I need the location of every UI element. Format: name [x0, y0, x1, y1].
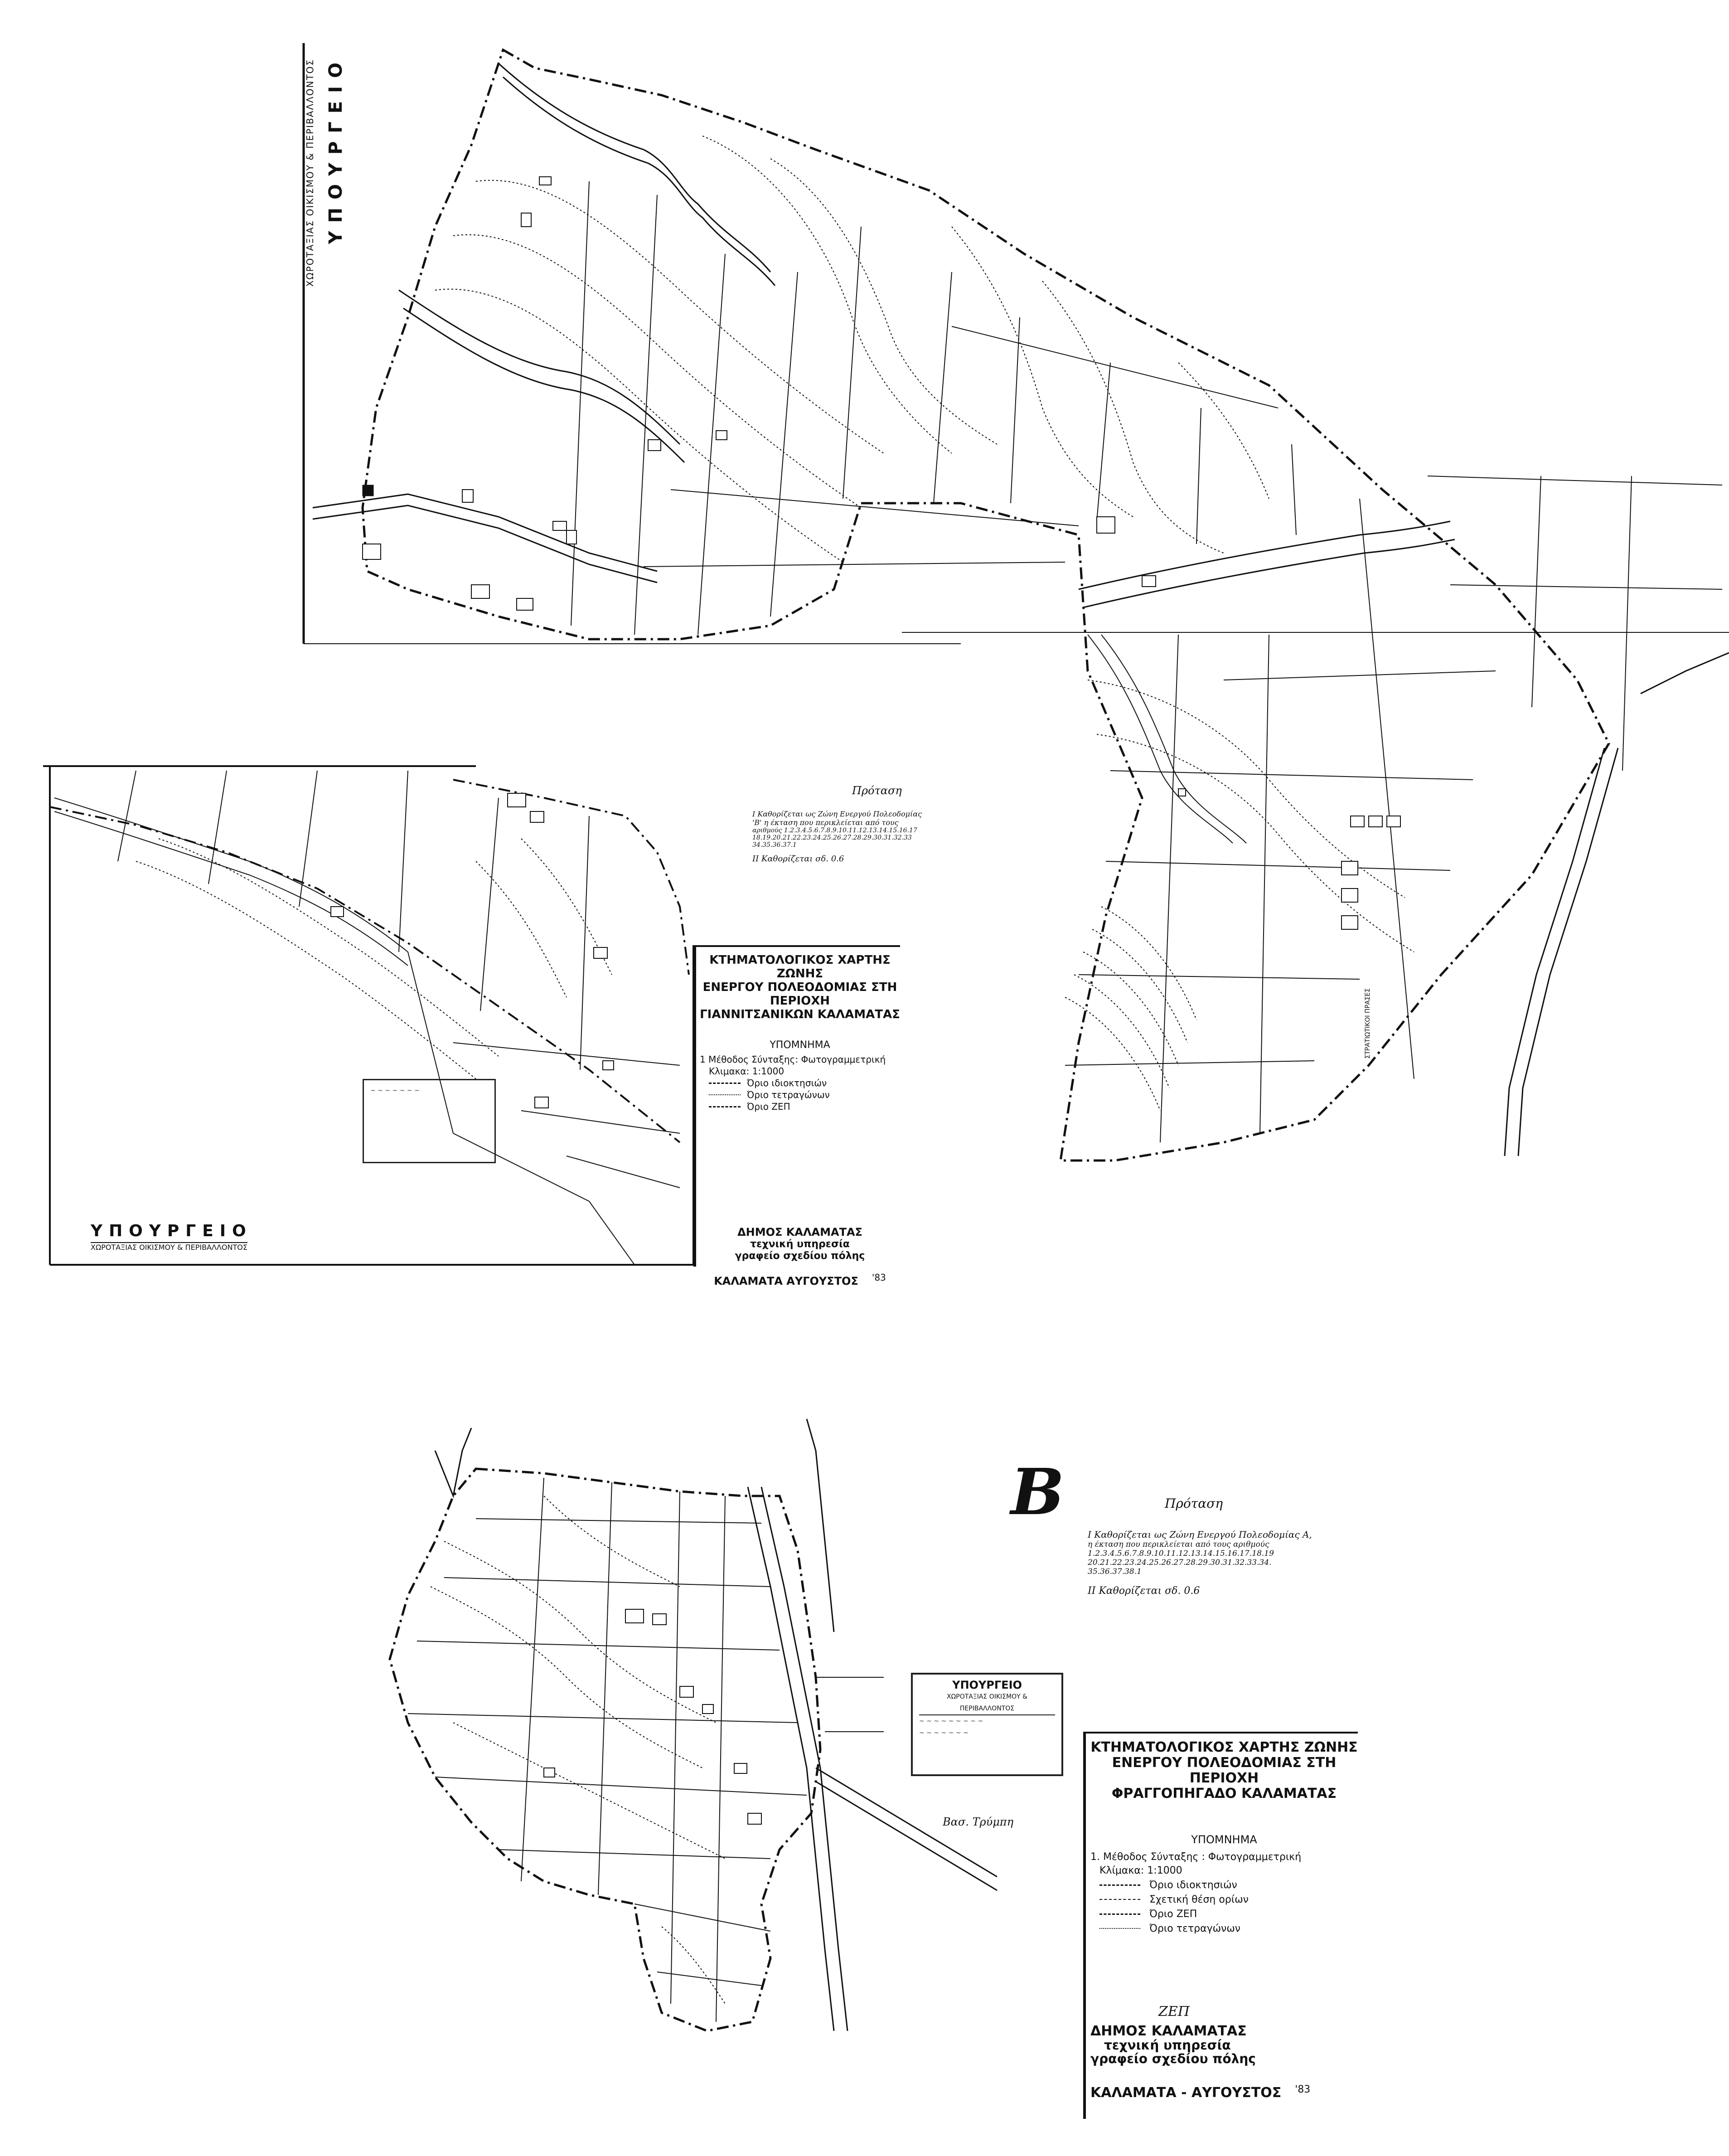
map2-title-line1: ΚΤΗΜΑΤΟΛΟΓΙΚΟΣ ΧΑΡΤΗΣ ΖΩΝΗΣ: [1090, 1739, 1358, 1755]
legend-zep-line-sample: [1099, 1913, 1140, 1915]
map1-inset-drawing: [43, 766, 693, 1265]
legend-dashdot-line-sample: [709, 1106, 741, 1107]
map2-zep-boundary: [390, 1469, 820, 2031]
map1-title-line3: ΓΙΑΝΝΙΤΣΑΝΙΚΩΝ ΚΑΛΑΜΑΤΑΣ: [700, 1008, 900, 1021]
map1-proposal-heading: Πρόταση: [852, 784, 902, 797]
map1-ministry-footer-sub: ΧΩΡΟΤΑΞΙΑΣ ΟΙΚΙΣΜΟΥ & ΠΕΡΙΒΑΛΛΟΝΤΟΣ: [91, 1243, 247, 1252]
map2-title-block: [1083, 1732, 1358, 2119]
map1-legend-label-1: Όριο ιδιοκτησιών: [747, 1078, 827, 1088]
map2-legend-heading: ΥΠΟΜΝΗΜΑ: [1191, 1833, 1257, 1846]
map2-stamp-title: ΥΠΟΥΡΓΕΙΟ: [952, 1679, 1022, 1691]
map1-proposal-line5: 34.35.36.37.1: [752, 841, 797, 849]
map2-legend-label-1: Όριο ιδιοκτησιών: [1149, 1879, 1237, 1891]
map2-proposal-line3: 1.2.3.4.5.6.7.8.9.10.11.12.13.14.15.16.17.18.19: [1088, 1549, 1274, 1558]
map2-legend-label-2: Σχετική θέση ορίων: [1149, 1894, 1249, 1905]
map1-legend-row-1: [700, 1077, 900, 1089]
legend-dashed-line-sample: [709, 1083, 741, 1084]
map1-method: 1 Μέθοδος Σύνταξης: Φωτογραμμετρική: [700, 1054, 886, 1065]
map2-legend-row-2: [1090, 1892, 1358, 1907]
map2-legend-row-4: [1090, 1921, 1358, 1936]
map1-footer-office: γραφείο σχεδίου πόλης: [735, 1250, 865, 1262]
map1-ministry-vertical: ΥΠΟΥΡΓΕΙΟ: [325, 54, 346, 244]
map2-proposal-line4: 20.21.22.23.24.25.26.27.28.29.30.31.32.33.34.: [1088, 1558, 1272, 1567]
map2-stamp-signature: Βασ. Τρύμπη: [943, 1816, 1013, 1828]
map2-proposal-line6: ΙΙ Καθορίζεται σδ. 0.6: [1088, 1585, 1200, 1597]
legend-dotted-line-sample: [709, 1094, 741, 1095]
map2-proposal-line1: Ι Καθορίζεται ως Ζώνη Ενεργού Πολεοδομίας Α,: [1088, 1529, 1312, 1540]
map1-side-label: ΣΤΡΑΤΙΩΤΙΚΟΙ ΠΡΑΣΕΣ: [1364, 988, 1371, 1059]
map1-legend-row-2: [700, 1089, 900, 1101]
map2-footer-place-date: ΚΑΛΑΜΑΤΑ - ΑΥΓΟΥΣΤΟΣ: [1090, 2085, 1282, 2101]
map2-legend-row-1: [1090, 1878, 1358, 1892]
map1-proposal-line6: ΙΙ Καθορίζεται σδ. 0.6: [752, 854, 844, 864]
map1-title-line2: ΕΝΕΡΓΟΥ ΠΟΛΕΟΔΟΜΙΑΣ ΣΤΗ ΠΕΡΙΟΧΗ: [702, 981, 897, 1008]
map1-proposal-line2: 'Β' η έκταση που περικλείεται από τους: [752, 818, 899, 827]
map1-proposal-line1: Ι Καθορίζεται ως Ζώνη Ενεργού Πολεοδομίας: [752, 810, 922, 818]
map2-footer-municipality: ΔΗΜΟΣ ΚΑΛΑΜΑΤΑΣ: [1090, 2023, 1247, 2039]
map2-stamp-subtitle: ΧΩΡΟΤΑΞΙΑΣ ΟΙΚΙΣΜΟΥ & ΠΕΡΙΒΑΛΛΟΝΤΟΣ: [919, 1691, 1055, 1715]
map2-legend-label-4: Όριο τετραγώνων: [1149, 1923, 1241, 1934]
map1-approval-stamp: ~ ~ ~ ~ ~ ~ ~: [363, 1079, 496, 1163]
map1-legend-heading: ΥΠΟΜΝΗΜΑ: [770, 1039, 830, 1051]
map1-zep-boundary: [363, 50, 1609, 1161]
map2-scale: Κλίμακα: 1:1000: [1099, 1865, 1182, 1876]
map1-proposal-line4: 18.19.20.21.22.23.24.25.26.27.28.29.30.31.32.33: [752, 834, 912, 841]
map1-footer-place-date: ΚΑΛΑΜΑΤΑ ΑΥΓΟΥΣΤΟΣ: [714, 1275, 858, 1287]
map1-footer-year: '83: [872, 1272, 886, 1283]
map2-legend-row-3: [1090, 1907, 1358, 1921]
map2-proposal: [1088, 1496, 1369, 1597]
map2-footer-dept: τεχνική υπηρεσία: [1104, 2038, 1231, 2053]
map1-proposal-line3: αριθμούς 1.2.3.4.5.6.7.8.9.10.11.12.13.14.15.16.17: [752, 827, 917, 834]
legend-dotted-line-sample: [1099, 1928, 1140, 1929]
map1-legend-row-3: [700, 1101, 900, 1112]
map2-proposal-heading: Πρόταση: [1165, 1496, 1223, 1511]
map2-handwritten-zep: ΖΕΠ: [1158, 2004, 1190, 2020]
map1-title-block: [693, 945, 900, 1287]
legend-dashed-line-sample: [1099, 1884, 1140, 1886]
map2-legend-label-3: Όριο ΖΕΠ: [1149, 1908, 1197, 1920]
legend-dashdot-line-sample: [1099, 1899, 1140, 1900]
map1-legend-label-2: Όριο τετραγώνων: [747, 1089, 830, 1100]
map2-proposal-line2: η έκταση που περικλείεται από τους αριθμούς: [1088, 1540, 1269, 1549]
map2-approval-stamp: ΥΠΟΥΡΓΕΙΟ ΧΩΡΟΤΑΞΙΑΣ ΟΙΚΙΣΜΟΥ & ΠΕΡΙΒΑΛΛΟΝΤΟΣ ~ ~ ~ ~ ~ ~ ~ ~ ~ ~ ~ ~ ~ ~ ~ ~: [911, 1673, 1063, 1776]
map1-ministry-footer: ΥΠΟΥΡΓΕΙΟ: [91, 1222, 252, 1240]
map2-proposal-line5: 35.36.37.38.1: [1088, 1567, 1142, 1576]
map2-footer-year: '83: [1295, 2084, 1311, 2095]
map2-sheet-letter: B: [1011, 1455, 1065, 1530]
map1-footer-municipality: ΔΗΜΟΣ ΚΑΛΑΜΑΤΑΣ: [737, 1226, 862, 1238]
map1-title-line1: ΚΤΗΜΑΤΟΛΟΓΙΚΟΣ ΧΑΡΤΗΣ ΖΩΝΗΣ: [709, 953, 891, 981]
map2-title-line2: ΕΝΕΡΓΟΥ ΠΟΛΕΟΔΟΜΙΑΣ ΣΤΗ ΠΕΡΙΟΧΗ: [1112, 1755, 1337, 1786]
map2-method: 1. Μέθοδος Σύνταξης : Φωτογραμμετρική: [1090, 1851, 1302, 1863]
map1-proposal: [752, 784, 997, 864]
map1-footer-dept: τεχνική υπηρεσία: [750, 1238, 850, 1250]
map1-ministry-sub-vertical: ΧΩΡΟΤΑΞΙΑΣ ΟΙΚΙΣΜΟΥ & ΠΕΡΙΒΑΛΛΟΝΤΟΣ: [305, 59, 315, 287]
map1-legend-label-3: Όριο ΖΕΠ: [747, 1101, 790, 1112]
map2-drawing: [390, 1419, 997, 2031]
map2-title-line3: ΦΡΑΓΓΟΠΗΓΑΔΟ ΚΑΛΑΜΑΤΑΣ: [1111, 1786, 1337, 1802]
map1-scale: Κλιμακα: 1:1000: [709, 1066, 785, 1077]
map1-drawing: [304, 43, 1729, 1161]
map2-footer-office: γραφείο σχεδίου πόλης: [1090, 2051, 1256, 2066]
